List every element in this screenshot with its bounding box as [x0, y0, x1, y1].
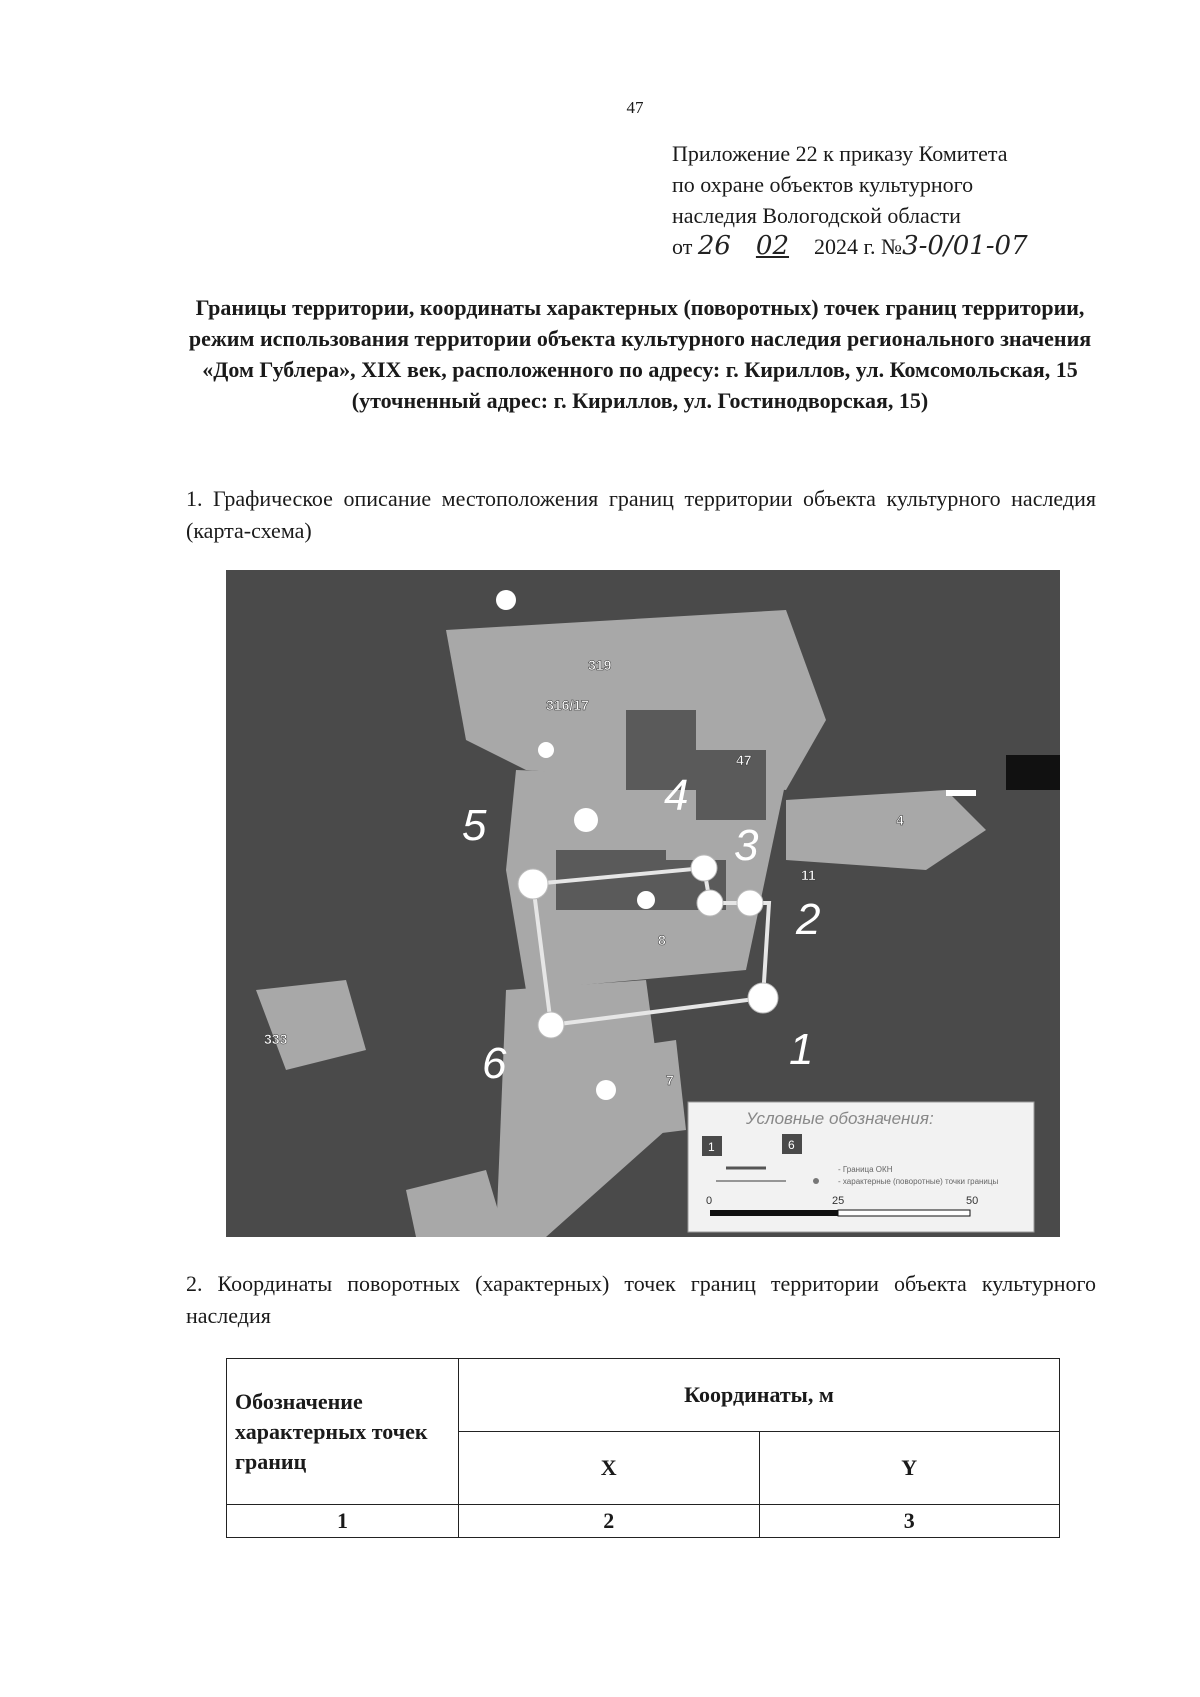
building-label: 8	[658, 932, 666, 948]
legend-sample-1: 1	[708, 1140, 715, 1154]
column-number-1: 1	[227, 1505, 459, 1538]
boundary-point-5	[518, 869, 548, 899]
handwritten-day: 26	[697, 231, 731, 261]
appendix-header	[672, 138, 1102, 262]
col-label-header: Обозначение характерных точек границ	[227, 1359, 459, 1505]
point-label-2: 2	[796, 895, 821, 944]
document-title: Границы территории, координаты характерных (поворотных) точек границ территории, режим использования территории объекта культурного наследия регионального значения «Дом Гублера», XIX век, расположенного по адресу: г. Кириллов, ул. Комсомольская, 15 (уточненный адрес: г. Кириллов, ул. Гостинодворская, 15)	[188, 295, 1092, 413]
column-number-3: 3	[759, 1505, 1060, 1538]
scale-label-25: 25	[832, 1195, 845, 1207]
point-label-5: 5	[462, 801, 487, 850]
appendix-date-line	[672, 231, 1102, 262]
date-prefix: от	[672, 234, 693, 259]
boundary-point-1	[748, 983, 778, 1013]
page-number: 47	[626, 98, 644, 117]
scale-label-0: 0	[706, 1195, 713, 1207]
building-label: 316/17	[546, 697, 589, 713]
appendix-line-1: Приложение 22 к приказу Комитета	[672, 141, 1008, 166]
boundary-point-3	[691, 855, 717, 881]
map-legend	[688, 1102, 1034, 1232]
handwritten-month: 02	[755, 231, 790, 261]
map-svg	[226, 570, 1060, 1237]
scale-label-50: 50	[966, 1195, 979, 1207]
section-2-heading: 2. Координаты поворотных (характерных) точек границ территории объекта культурного наследия	[186, 1271, 1096, 1328]
building-label: 333	[264, 1031, 288, 1047]
point-label-4: 4	[664, 771, 689, 820]
coordinates-table	[226, 1358, 1060, 1538]
building-label: 319	[588, 657, 612, 673]
building-label: 7	[666, 1072, 674, 1088]
y-header: Y	[759, 1432, 1060, 1505]
boundary-point-2	[737, 890, 763, 916]
map-dark-spot	[1006, 755, 1060, 790]
x-header: X	[459, 1432, 760, 1505]
point-label-6: 6	[482, 1039, 507, 1088]
scale-bar-black	[710, 1210, 838, 1216]
boundary-point-3a	[697, 890, 723, 916]
map-scheme	[226, 570, 1060, 1237]
legend-item-2: - характерные (поворотные) точки границы	[838, 1177, 999, 1186]
building-label: 4	[896, 812, 904, 828]
legend-title: Условные обозначения:	[746, 1109, 934, 1128]
appendix-line-2: по охране объектов культурного	[672, 172, 974, 197]
boundary-point-6	[538, 1012, 564, 1038]
point-label-3: 3	[734, 821, 759, 870]
table-row	[227, 1505, 1060, 1538]
legend-sample-6: 6	[788, 1138, 795, 1152]
section-1-heading: 1. Графическое описание местоположения границ территории объекта культурного наследия (карта-схема)	[186, 486, 1096, 543]
handwritten-order-number: 3-0/01-07	[902, 231, 1028, 261]
legend-item-1: - Граница ОКН	[838, 1165, 893, 1174]
point-label-1: 1	[789, 1025, 814, 1074]
scale-bar-white	[838, 1210, 970, 1216]
year-text: 2024 г. №	[814, 234, 903, 259]
column-number-2: 2	[459, 1505, 760, 1538]
appendix-line-3: наследия Вологодской области	[672, 203, 961, 228]
coords-header: Координаты, м	[459, 1359, 1060, 1432]
building-label: 11	[801, 867, 816, 883]
building-label: 47	[736, 752, 752, 768]
